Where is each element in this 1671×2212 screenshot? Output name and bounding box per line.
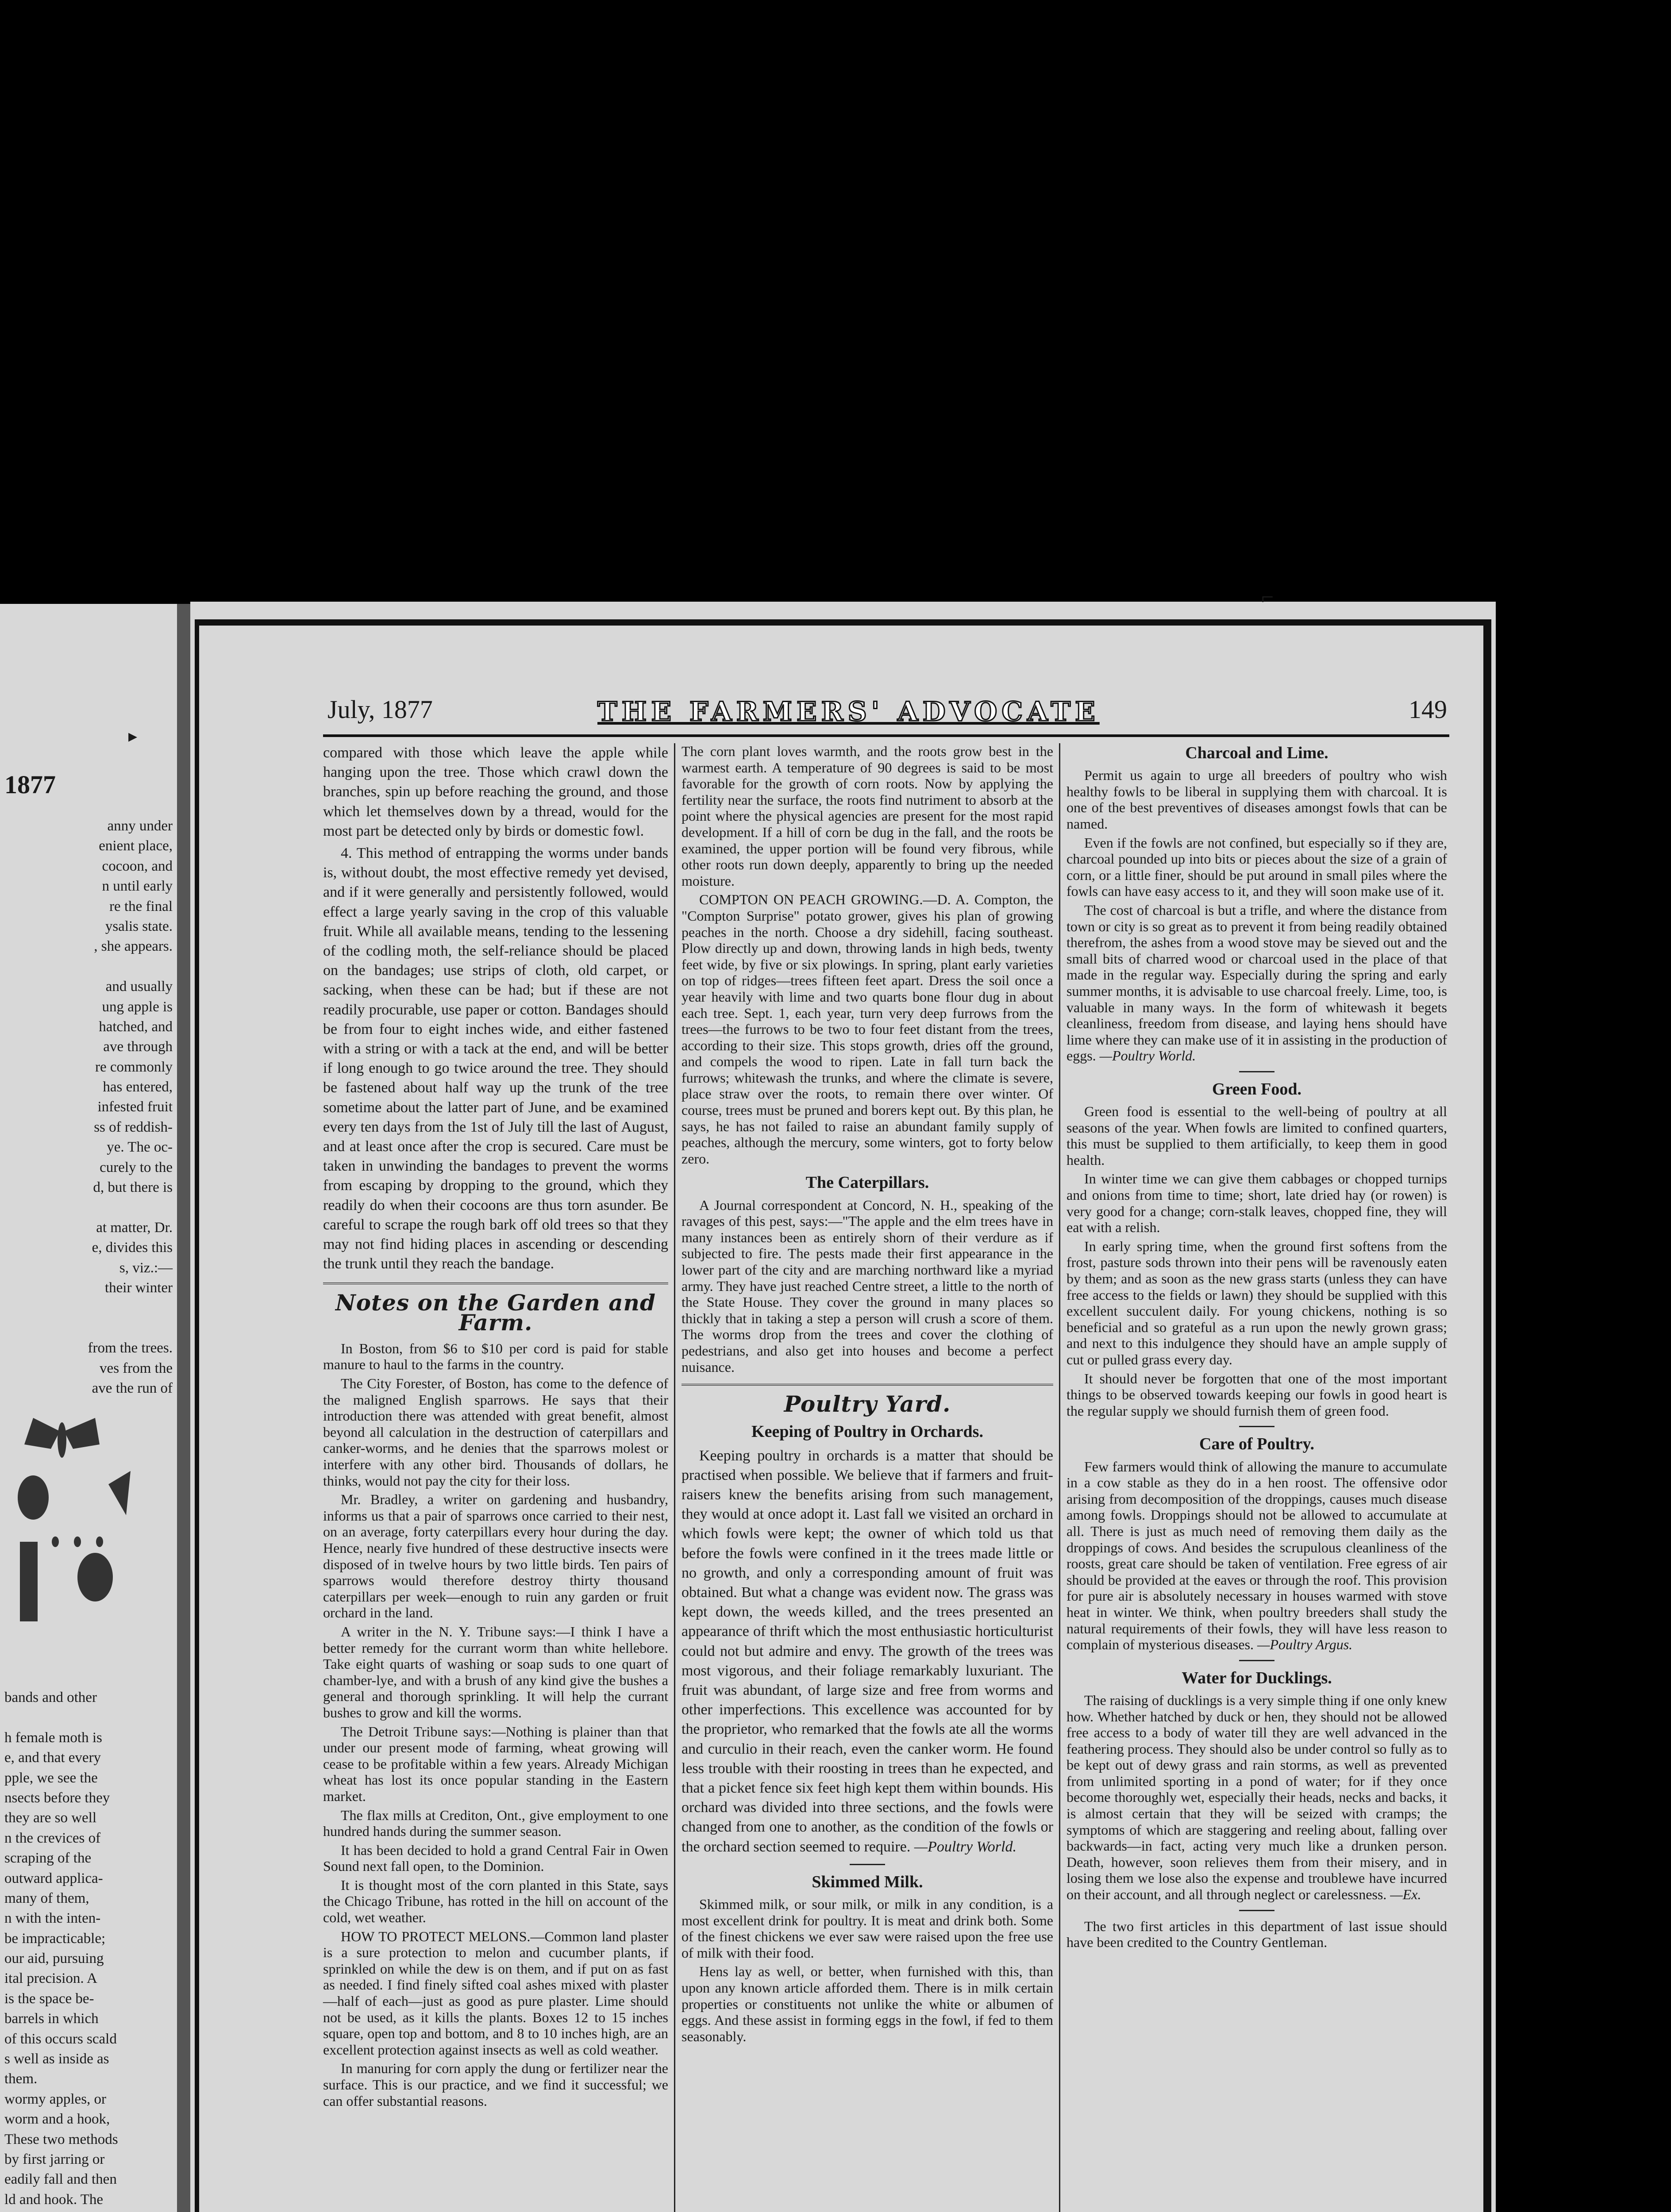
text-line: eadily fall and then	[4, 2171, 117, 2188]
corner-mark: ⌐	[1261, 584, 1274, 609]
note-paragraph: The City Forester, of Boston, has come to the defence of the maligned English sparrows. He says that their introduction there was attended with great benefit, almost beyond all calculation in the destruction of caterpillars and canker-worms, and he denies that the sparrows molest or interfere with any other bird. Thousands of dollars, he thinks, would not pay the city for their loss.	[323, 1375, 668, 1489]
text-line: anny under	[107, 818, 173, 834]
text-line: has entered,	[103, 1079, 173, 1095]
text-line: , she appears.	[94, 938, 173, 955]
text-line	[4, 1708, 173, 1728]
text-line: many of them,	[4, 1890, 89, 1906]
heading-skimmed-milk: Skimmed Milk.	[812, 1872, 923, 1891]
text-line: hatched, and	[99, 1018, 173, 1035]
heading-charcoal-lime: Charcoal and Lime.	[1185, 744, 1328, 762]
article-paragraph: compared with those which leave the apple while hanging upon the tree. Those which crawl down the branches, spin up before reaching the ground, and those which let themselves down by a thread, would for the most part be detected only by birds or domestic fowl.	[323, 745, 668, 839]
article-paragraph: A Journal correspondent at Concord, N. H., speaking of the ravages of this pest, says:—"The apple and the elm trees have in many instances been as entirely shorn of their verdure as if subjected to fire. The pests made their first appearance in the lower part of the city and are marching northward like a myriad army. They have just reached Centre street, a little to the north of the State House. They cover the ground in many places so thickly that in taking a step a person will crush a score of them. The worms drop from the trees and cover the clothing of pedestrians, and also get into houses and become a perfect nuisance.	[681, 1197, 1053, 1375]
source-credit: —Ex.	[1390, 1886, 1421, 1903]
text-line: These two methods	[4, 2131, 118, 2147]
note-paragraph: A writer in the N. Y. Tribune says:—I think I have a better remedy for the currant worm than white hellebore. Take eight quarts of washing or soap suds to one quart of chamber-lye, and with a brush of any kind give the bushes a general and thorough sprinkling. It will help the currant bushes to grow and kill the worms.	[323, 1623, 668, 1720]
text-line: h female moth is	[4, 1729, 102, 1746]
text-line	[4, 1298, 173, 1318]
text-line: by first jarring or	[4, 2151, 105, 2167]
text-line: and usually	[105, 979, 173, 995]
text-line: s, viz.:—	[119, 1260, 173, 1276]
note-paragraph: HOW TO PROTECT MELONS.—Common land plaster is a sure protection to melon and cucumber plants, if sprinkled on while the dew is on them, and if put on as fast as needed. I find finely sifted coal ashes mixed with plaster—half of each—just as good as pure plaster. Lime should not be used, as it kills the plants. Boxes 12 to 15 inches square, open top and bottom, and 8 to 10 inches high, are an excellent protection against insects as well as cold weather.	[323, 1928, 668, 2058]
note-paragraph: The Detroit Tribune says:—Nothing is plainer than that under our present mode of farming, wheat growing will cease to be profitable within a few years. Already Michigan wheat has lost its once popular standing in the Eastern market.	[323, 1723, 668, 1804]
moth-illustration	[7, 1409, 170, 1657]
article-paragraph: Hens lay as well, or better, when furnished with this, than upon any known article afforded them. There is in milk certain properties or constituents not unlike the white or albumen of eggs. And these assist in forming eggs in the fowl, if fed to them seasonably.	[681, 1963, 1053, 2044]
text-line: enient place,	[99, 838, 173, 854]
text-line: curely to the	[100, 1159, 173, 1175]
text-line: be impracticable;	[4, 1930, 106, 1947]
previous-page-text-lower	[4, 1688, 173, 2212]
text-line: ital precision. A	[4, 1970, 97, 1987]
text-line: ves from the	[100, 1360, 173, 1376]
text-line: re the final	[109, 898, 173, 914]
article-paragraph: The raising of ducklings is a very simple thing if one only knew how. Whether hatched by duck or hen, they should not be allowed free access to a body of water till they are well advanced in the feathering process. They should also be under control so fully as to be kept out of dewy grass and rain storms, as well as prevented from unlimited sporting in a pond of water; for if they once become thoroughly wet, especially their heads, necks and backs, it is almost certain that they will be seized with cramps; the symptoms of which are staggering and reeling about, falling over backwards—in fact, acting very much like a drunken person. Death, however, soon relieves them from their misery, and in losing them we lose also the expense and troublewe have incurred on their account, and all through neglect or carelessness. —Ex.	[1067, 1692, 1447, 1903]
article-paragraph: 4. This method of entrapping the worms under bands is, without doubt, the most effective remedy yet devised, and if it were generally and persistently followed, would effect a large yearly saving in the crop of this valuable fruit. While all available means, tending to the lessening of the codling moth, the self-reliance should be placed on the bandages; use strips of cloth, old carpet, or sacking, when these can be had; but if these are not readily procurable, use paper or cotton. Bandages should be from four to eight inches wide, and either fastened with a string or with a tack at the end, and will be better if long enough to go twice around the tree. They should be fastened about half way up the trunk of the tree sometime about the latter part of June, and be examined every ten days from the 1st of July till the last of August, and at least once after the crop is secured. Care must be taken in unwinding the bandages to prevent the worms from escaping by dropping to the ground, which they readily do when their cocoons are thus torn asunder. Be careful to scrape the rough bark off old trees so that they may not find hiding places in ascending or descending the trunk until they reach the bandage.	[323, 845, 668, 1272]
text-line	[4, 957, 173, 977]
text-line: their winter	[104, 1279, 173, 1296]
text-line: pple, we see the	[4, 1770, 98, 1786]
text-line: them.	[4, 2071, 38, 2087]
text-line: bands and other	[4, 1690, 97, 1705]
text-line: wormy apples, or	[4, 2091, 107, 2107]
section-title-poultry-yard: Poultry Yard.	[784, 1391, 951, 1417]
text-line: ld and hook. The	[4, 2191, 104, 2208]
section-separator	[681, 1384, 1053, 1386]
note-paragraph: It has been decided to hold a grand Central Fair in Owen Sound next fall open, to the Dominion.	[323, 1842, 668, 1874]
text-line	[4, 1318, 173, 1338]
text-line: e, and that every	[4, 1750, 101, 1766]
text-line: ung apple is	[102, 998, 173, 1015]
article-paragraph: Skimmed milk, or sour milk, or milk in any condition, is a most excellent drink for poultry. It is meat and drink both. Some of the finest chickens we ever saw were raised upon the free use of milk with their food.	[681, 1896, 1053, 1961]
note-paragraph: In manuring for corn apply the dung or fertilizer near the surface. This is our practice, and we find it successful; we can offer substantial reasons.	[323, 2060, 668, 2109]
heading-care-of-poultry: Care of Poultry.	[1199, 1435, 1314, 1454]
note-paragraph: Mr. Bradley, a writer on gardening and husbandry, informs us that a pair of sparrows once carried to their nest, on an average, forty caterpillars every hour during the day. Hence, nearly five hundred of these destructive insects were disposed of in twelve hours by two little birds. Ten pairs of sparrows would therefore destroy thirty thousand caterpillars per week—enough to ruin any garden or fruit orchard in the land.	[323, 1491, 668, 1621]
text-line: ave through	[103, 1039, 173, 1055]
column-1	[323, 743, 668, 2112]
previous-page-text	[4, 816, 173, 1398]
text-line: n with the inten-	[4, 1910, 101, 1927]
article-paragraph: COMPTON ON PEACH GROWING.—D. A. Compton, the "Compton Surprise" potato grower, gives his plan of growing peaches in the north. Choose a dry sidehill, facing southeast. Plow directly up and down, throwing lands in high beds, twenty feet wide, by five or six plowings. In spring, plant early varieties on top of ridges—trees fifteen feet apart. Dress the soil once a year heavily with lime and two quarts bone flour dug in about each tree. Sept. 1, each year, turn very deep furrows from the trees—the furrows to be two to four feet distant from the trees, according to their size. This stops growth, dries off the ground, and compels the wood to ripen. Late in fall turn back the furrows; whitewash the trunks, and where the climate is severe, place straw over the roots, to remain there over winter. Of course, trees must be pruned and borers kept out. By this plan, he says, he has not failed to raise an abundant family supply of peaches, although the mercury, some winters, got to forty below zero.	[681, 891, 1053, 1167]
page-header	[327, 695, 1447, 734]
text-line: infested fruit	[97, 1099, 173, 1115]
article-paragraph: In early spring time, when the ground first softens from the frost, pasture sods thrown into their pens will be ravenously eaten by them; and as soon as the new grass starts (unless they can have free access to the fields or lawn) they should be supplied with this excellent succulent daily. For young chickens, nothing is so beneficial and so grateful as a run upon the newly grown grass; and next to this indulgence they should have an ample supply of cut or pulled grass every day.	[1067, 1238, 1447, 1367]
text-line: e, divides this	[92, 1240, 173, 1256]
masthead: THE FARMERS' ADVOCATE	[597, 696, 1100, 727]
article-paragraph: Permit us again to urge all breeders of poultry who wish healthy fowls to be liberal in supplying them with charcoal. It is one of the best preventives of diseases amongst fowls that can be named.	[1067, 767, 1447, 832]
article-paragraph: Green food is essential to the well-being of poultry at all seasons of the year. When fowls are limited to confined quarters, this must be supplied to them artificially, to keep them in good health.	[1067, 1103, 1447, 1168]
article-paragraph: Keeping poultry in orchards is a matter that should be practised when possible. We believe that if farmers and fruit-raisers knew the benefits arising from such management, they would at once adopt it. Last fall we visited an orchard in which fowls were kept; the owner of which told us that before the fowls were confined in it the trees made little or no growth, and only a corresponding amount of fruit was obtained. But what a change was evident now. The grass was kept down, the weeds killed, and the trees presented an appearance of thrift which the most enthusiastic horticulturist could not but admire and envy. The growth of the trees was most vigorous, and their foliage remarkably luxuriant. The fruit was abundant, of large size and free from worms and other imperfections. This excellence was accounted for by the proprietor, who remarked that the fowls ate all the worms and curculio in their reach, even the canker worm. He found less trouble with their roosting in trees than he expected, and that a picket fence six feet high kept them within bounds. His orchard was divided into three sections, and the fowls were changed from one to another, as the condition of the fowls or the orchard section seemed to require. —Poultry World.	[681, 1447, 1053, 1855]
short-rule	[1239, 1910, 1274, 1911]
note-paragraph: In Boston, from $6 to $10 per cord is paid for stable manure to haul to the farms in the country.	[323, 1340, 668, 1373]
text-line: at matter, Dr.	[96, 1219, 173, 1236]
text-line: ss of reddish-	[94, 1119, 173, 1135]
column-divider	[674, 743, 675, 2212]
text-line: nsects before they	[4, 1790, 110, 1806]
text-line: ysalis state.	[105, 918, 173, 934]
text-line: s well as inside as	[4, 2051, 109, 2067]
text-line: d, but there is	[93, 1179, 173, 1196]
text-line: re commonly	[95, 1059, 173, 1075]
column-3	[1067, 743, 1447, 1953]
text-line: of this occurs scald	[4, 2031, 117, 2047]
article-paragraph: Few farmers would think of allowing the manure to accumulate in a cow stable as they do in a hen roost. The offensive odor arising from decomposition of the droppings, causes much disease among fowls. Droppings should not be allowed to accumulate at all. There is just as much need of removing them daily as the droppings of cows. And besides the scrupulous cleanliness of the roosts, great care should be taken of ventilation. Free egress of air should be provided at the eaves or through the roof. This provision for pure air is absolutely necessary in houses warmed with stove heat in winter. We think, when poultry breeders shall study the natural requirements of their fowls, they will have less reason to complain of mysterious diseases. —Poultry Argus.	[1067, 1458, 1447, 1653]
page-number: 149	[1409, 695, 1447, 724]
short-rule	[850, 1864, 885, 1865]
source-credit: —Poultry World.	[1099, 1048, 1196, 1064]
article-paragraph: It should never be forgotten that one of the most important things to be observed towards keeping our fowls in good heart is the regular supply we should furnish them of green food.	[1067, 1370, 1447, 1419]
source-credit: —Poultry Argus.	[1257, 1636, 1353, 1653]
text-line: n until early	[102, 878, 173, 895]
heading-water-ducklings: Water for Ducklings.	[1182, 1668, 1332, 1687]
text-line: outward applica-	[4, 1870, 103, 1886]
column-divider	[1059, 743, 1060, 2212]
newspaper-page	[190, 584, 1496, 2212]
heading-green-food: Green Food.	[1212, 1079, 1301, 1098]
column-2	[681, 743, 1053, 2047]
heading-caterpillars: The Caterpillars.	[805, 1173, 929, 1192]
issue-date: July, 1877	[327, 695, 433, 724]
page-gutter	[177, 604, 190, 2212]
text-line: scraping of the	[4, 1850, 92, 1866]
text-line: cocoon, and	[102, 858, 173, 874]
article-paragraph: Even if the fowls are not confined, but especially so if they are, charcoal pounded up into bits or pieces about the size of a grain of corn, or a little finer, should be put around in small piles where the fowls can have easy access to it, and they will soon make use of it.	[1067, 834, 1447, 899]
text-line: ave the run of	[92, 1380, 173, 1396]
heading-keeping-poultry: Keeping of Poultry in Orchards.	[751, 1422, 983, 1441]
note-paragraph: It is thought most of the corn planted in this State, says the Chicago Tribune, has rotted in the hill on account of the cold, wet weather.	[323, 1877, 668, 1926]
short-rule	[1239, 1660, 1274, 1661]
text-line: ye. The oc-	[107, 1139, 173, 1156]
previous-page-year: 1877	[4, 770, 56, 799]
section-title-garden-farm: Notes on the Garden and Farm.	[335, 1290, 656, 1336]
note-paragraph: The flax mills at Crediton, Ont., give employment to one hundred hands during the summer season.	[323, 1807, 668, 1839]
article-paragraph: In winter time we can give them cabbages or chopped turnips and onions from time to time; short, late dried hay (or rowen) is very good for a change; corn-stalk leaves, chopped fine, they will eat with a relish.	[1067, 1171, 1447, 1236]
text-line	[4, 2210, 173, 2212]
short-rule	[1239, 1426, 1274, 1427]
page-mark: ▸	[128, 726, 138, 746]
previous-page-strip	[0, 604, 177, 2212]
text-line: is the space be-	[4, 1990, 94, 2007]
text-line: our aid, pursuing	[4, 1951, 104, 1967]
footnote: The two first articles in this department of last issue should have been credited to the Country Gentleman.	[1067, 1918, 1447, 1951]
text-line: from the trees.	[88, 1340, 173, 1356]
header-rule	[323, 734, 1449, 737]
article-paragraph: The corn plant loves warmth, and the roots grow best in the warmest earth. A temperature of 90 degrees is said to be most favorable for the growth of corn roots. Now by applying the fertility near the surface, the roots find nutriment to absorb at the point where the physical agencies are present for the most rapid development. If a hill of corn be dug in the fall, and the roots be examined, the upper portion will be found very fibrous, while other roots run down deeply, apparently to bring up the needed moisture.	[681, 743, 1053, 889]
short-rule	[1239, 1071, 1274, 1072]
text-line: worm and a hook,	[4, 2111, 110, 2128]
text-line: barrels in which	[4, 2011, 99, 2027]
text-line	[4, 1198, 173, 1217]
text-line: n the crevices of	[4, 1830, 101, 1846]
section-separator	[323, 1283, 668, 1284]
article-paragraph: The cost of charcoal is but a trifle, and where the distance from town or city is so great as to prevent it from being readily obtained therefrom, the ashes from a wood stove may be sieved out and the small bits of charred wood or charcoal used in the place of that made in the regular way. Especially during the spring and early summer months, it is advisable to use charcoal freely. Lime, too, is valuable in many ways. In the form of whitewash it begets cleanliness, freedom from disease, and laying hens should have lime where they can make use of it in assisting in the production of eggs. —Poultry World.	[1067, 902, 1447, 1064]
text-line: they are so well	[4, 1810, 97, 1826]
source-credit: —Poultry World.	[914, 1838, 1016, 1855]
